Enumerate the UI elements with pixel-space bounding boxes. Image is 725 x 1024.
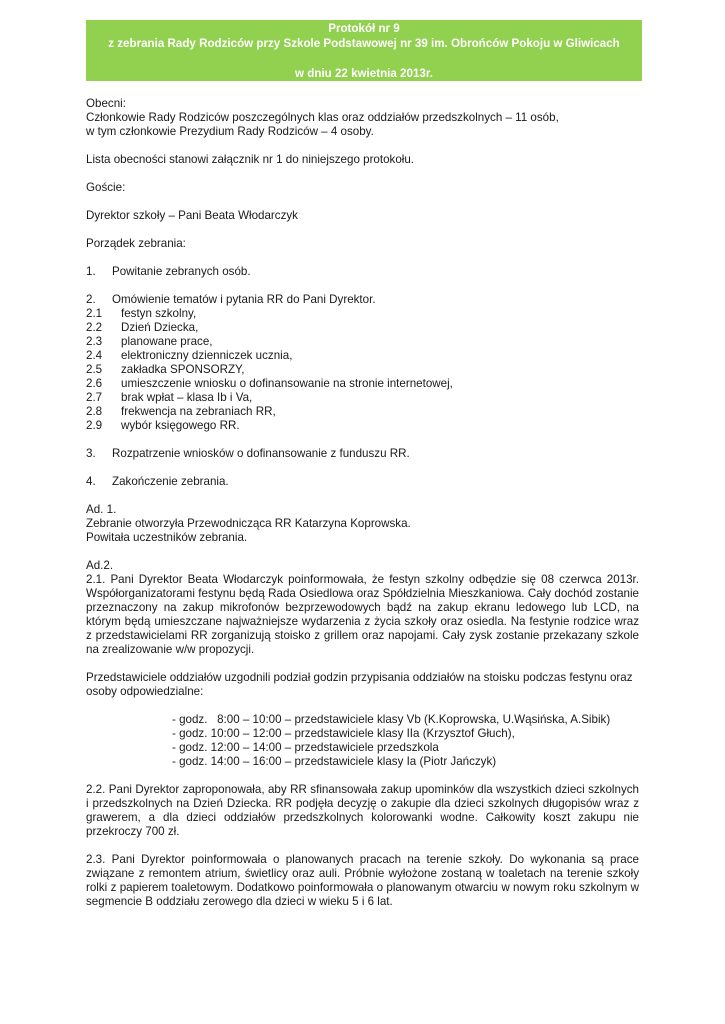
- ad1-line: Powitała uczestników zebrania.: [86, 531, 248, 544]
- agenda-subitem-text: festyn szkolny,: [121, 307, 197, 320]
- agenda-subitem-text: elektroniczny dzienniczek ucznia,: [121, 349, 293, 362]
- agenda-subitem-number: 2.3: [86, 335, 103, 348]
- agenda-item-text: Rozpatrzenie wniosków o dofinansowanie z funduszu RR.: [112, 447, 410, 460]
- agenda-item-text: Zakończenie zebrania.: [112, 475, 229, 488]
- agenda-subitem-text: Dzień Dziecka,: [121, 321, 199, 334]
- agenda-subitem: [86, 405, 639, 419]
- agenda-subitem-text: frekwencja na zebraniach RR,: [121, 405, 276, 418]
- agenda-item: [86, 265, 639, 279]
- agenda-subitem-number: 2.9: [86, 419, 103, 432]
- ad1-heading: Ad. 1.: [86, 503, 117, 516]
- agenda-subitem-text: zakładka SPONSORZY,: [121, 363, 245, 376]
- agenda-subitem: [86, 391, 639, 405]
- ad2-paragraph-representatives: Przedstawiciele oddziałów uzgodnili podział godzin przypisania oddziałów na stoisku podczas festynu oraz osoby odpowiedzialne:: [86, 671, 633, 698]
- festival-schedule: [86, 713, 639, 769]
- agenda-item-number: 2.: [86, 293, 96, 306]
- ad2-paragraph-planned-works: 2.3. Pani Dyrektor poinformowała o planowanych pracach na terenie szkoły. Do wykonania są prace związane z remontem atrium, świetlicy oraz auli. Próbnie wyłożone zostaną w toaletach na terenie szkoły rolki z papierem toaletowym. Dodatkowo poinformowała o planowanym otwarciu w nowym roku szkolnym w segmencie B oddziału zerowego dla dzieci w wieku 5 i 6 lat.: [86, 853, 639, 908]
- agenda-subitem: [86, 335, 639, 349]
- agenda-subitem: [86, 349, 639, 363]
- agenda-subitem-number: 2.4: [86, 349, 103, 362]
- guest-person: Dyrektor szkoły – Pani Beata Włodarczyk: [86, 209, 298, 222]
- agenda-heading: Porządek zebrania:: [86, 237, 186, 250]
- agenda-subitem: [86, 321, 639, 335]
- schedule-item: - godz. 8:00 – 10:00 – przedstawiciele klasy Vb (K.Koprowska, U.Wąsińska, A.Sibik): [172, 713, 611, 726]
- agenda-subitem-text: planowane prace,: [121, 335, 213, 348]
- agenda-item: [86, 475, 639, 489]
- agenda-item-number: 4.: [86, 475, 96, 488]
- agenda-subitem-number: 2.1: [86, 307, 103, 320]
- agenda-item: [86, 293, 639, 307]
- agenda-subitem-number: 2.2: [86, 321, 103, 334]
- agenda-item-text: Omówienie tematów i pytania RR do Pani Dyrektor.: [112, 293, 376, 306]
- agenda-subitem-number: 2.6: [86, 377, 103, 390]
- ad2-paragraph-childrens-day: 2.2. Pani Dyrektor zaproponowała, aby RR sfinansowała zakup upominków dla wszystkich dzieci szkolnych i przedszkolnych na Dzień Dziecka. RR podjęła decyzję o zakupie dla dzieci szkolnych długopisów wraz z grawerem, a dla dzieci oddziałów przedszkolnych kolorowanki wodne. Całkowity koszt zakupu nie przekroczy 700 zł.: [86, 783, 639, 838]
- document-body: [86, 97, 639, 909]
- document-subtitle: z zebrania Rady Rodziców przy Szkole Podstawowej nr 39 im. Obrońców Pokoju w Gliwicach: [108, 37, 620, 50]
- agenda-subitem-text: wybór księgowego RR.: [121, 419, 240, 432]
- ad1-line: Zebranie otworzyła Przewodnicząca RR Katarzyna Koprowska.: [86, 517, 411, 530]
- agenda-item-number: 3.: [86, 447, 96, 460]
- schedule-item: - godz. 14:00 – 16:00 – przedstawiciele klasy Ia (Piotr Jańczyk): [172, 755, 497, 768]
- agenda-subitem: [86, 419, 639, 433]
- agenda-item-number: 1.: [86, 265, 96, 278]
- agenda-subitem: [86, 307, 639, 321]
- agenda-subitem-number: 2.8: [86, 405, 103, 418]
- attendance-line: Członkowie Rady Rodziców poszczególnych klas oraz oddziałów przedszkolnych – 11 osób,: [86, 111, 559, 124]
- header-banner: [86, 20, 642, 81]
- document-title: Protokół nr 9: [328, 22, 400, 35]
- schedule-item: - godz. 10:00 – 12:00 – przedstawiciele klasy IIa (Krzysztof Głuch),: [172, 727, 515, 740]
- ad2-paragraph-festival: 2.1. Pani Dyrektor Beata Włodarczyk poinformowała, że festyn szkolny odbędzie się 08 czerwca 2013r. Współorganizatorami festynu będą Rada Osiedlowa oraz Spółdzielnia Mieszkaniowa. Cały dochód zostanie przeznaczony na zakup mikrofonów bezprzewodowych bądź na zakup ekranu ledowego lub LCD, na którym będą umieszczane najważniejsze wydarzenia z życia szkoły oraz osiedla. Na festynie rodzice wraz z przedstawicielami RR zorganizują stoisko z grillem oraz napojami. Cały zysk zostanie przekazany szkole na zrealizowanie w/w propozycji.: [86, 573, 639, 656]
- agenda-subitem: [86, 363, 639, 377]
- agenda-subitem-number: 2.5: [86, 363, 103, 376]
- schedule-item: - godz. 12:00 – 14:00 – przedstawiciele przedszkola: [172, 741, 439, 754]
- agenda-item-text: Powitanie zebranych osób.: [112, 265, 251, 278]
- agenda-item: [86, 447, 639, 461]
- agenda-subitem-number: 2.7: [86, 391, 103, 404]
- attendance-note: Lista obecności stanowi załącznik nr 1 do niniejszego protokołu.: [86, 153, 415, 166]
- attendance-heading: Obecni:: [86, 97, 126, 110]
- agenda-subitem-text: brak wpłat – klasa Ib i Va,: [121, 391, 253, 404]
- guests-heading: Goście:: [86, 181, 126, 194]
- agenda-subitem: [86, 377, 639, 391]
- meeting-date: w dniu 22 kwietnia 2013r.: [295, 67, 433, 80]
- attendance-line: w tym członkowie Prezydium Rady Rodziców – 4 osoby.: [86, 125, 374, 138]
- ad2-heading: Ad.2.: [86, 559, 114, 572]
- agenda-subitem-text: umieszczenie wniosku o dofinansowanie na stronie internetowej,: [121, 377, 453, 390]
